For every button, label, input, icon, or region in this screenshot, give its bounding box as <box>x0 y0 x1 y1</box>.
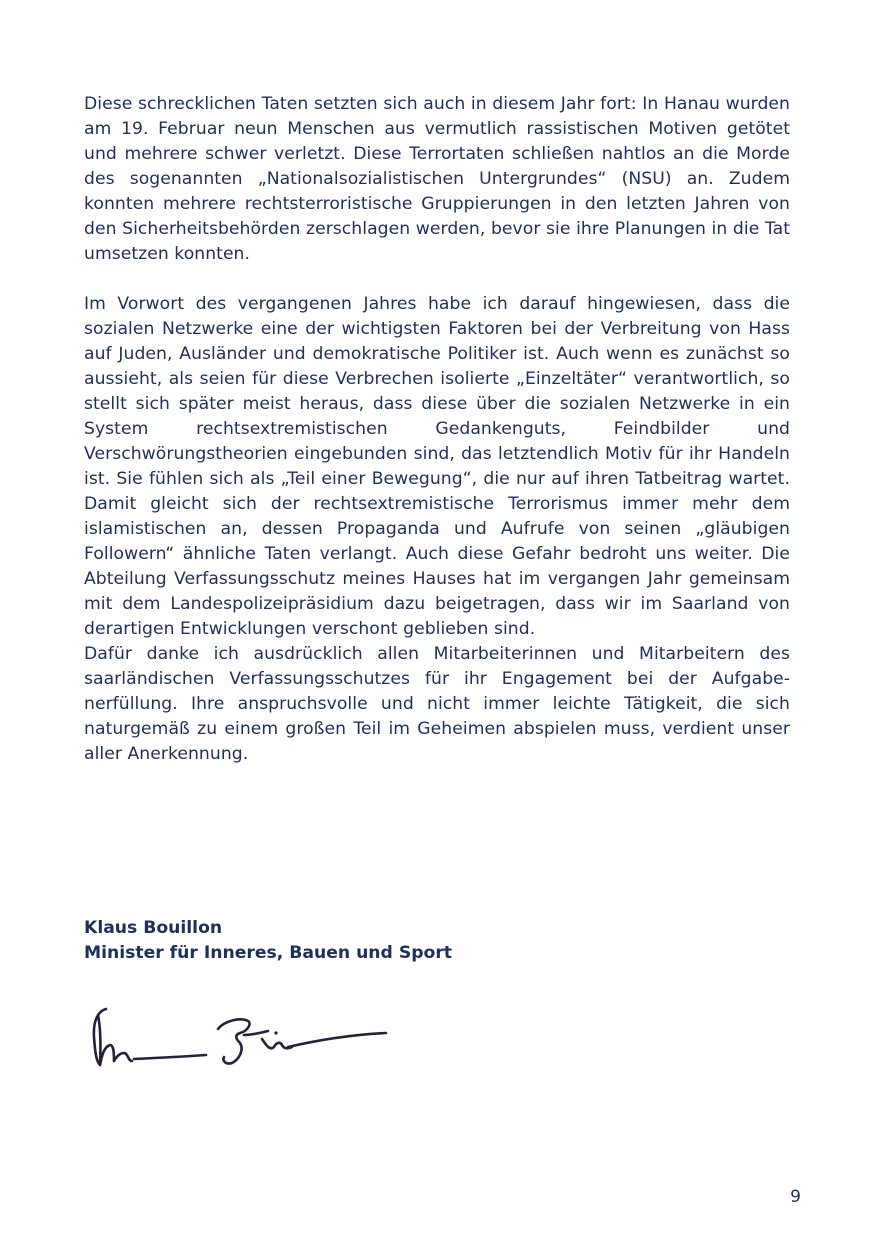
paragraph-thanks: Dafür danke ich ausdrücklich allen Mitarbeiterinnen und Mitarbeitern des saarländischen Verfassungsschutzes für ihr Engagement bei der Aufgabenerfüllung. Ihre anspruchsvolle und nicht immer leichte Tätigkeit, die sich naturgemäß zu einem großen Teil im Geheimen abspielen muss, verdient unser aller Anerkennung. <box>84 644 790 764</box>
signatory-name: Klaus Bouillon <box>84 918 223 938</box>
page-number: 9 <box>790 1187 801 1207</box>
paragraph-hanau: Diese schrecklichen Taten setzten sich auch in diesem Jahr fort: In Hanau wurden am 19. Februar neun Menschen aus vermutlich rassistischen Motiven getötet und mehrere schwer verletzt. Diese Terrortaten schließen nahtlos an die Morde des sogenannten „Nationalsozialistischen Untergrundes“ (NSU) an. Zudem konnten mehrere rechtsterroristische Gruppierungen in den letzten Jahren von den Sicherheitsbehörden zerschlagen werden, bevor sie ihre Planungen in die Tat umsetzen konnten. <box>84 94 790 264</box>
signatory-block <box>84 916 452 966</box>
paragraph-social-networks: Im Vorwort des vergangenen Jahres habe ich darauf hingewiesen, dass die sozialen Netzwerke eine der wichtigsten Faktoren bei der Verbreitung von Hass auf Juden, Ausländer und demokratische Politiker ist. Auch wenn es zunächst so aussieht, als seien für diese Verbrechen isolierte „Einzeltäter“ verantwortlich, so stellt sich später meist heraus, dass diese über die sozialen Netzwerke in ein System rechtsextremistischen Gedankenguts, Feindbilder und Verschwörungstheorien eingebunden sind, das letztendlich Motiv für ihr Handeln ist. Sie fühlen sich als „Teil einer Bewegung“, die nur auf ihren Tatbeitrag wartet. Damit gleicht sich der rechtsextremistische Terrorismus immer mehr dem islamistischen an, dessen Propaganda und Aufrufe von seinen „gläubigen Followern“ ähnliche Taten verlangt. Auch diese Gefahr bedroht uns weiter. Die Abteilung Verfassungsschutz meines Hauses hat im vergangen Jahr gemeinsam mit dem Landespolizeipräsidium dazu beigetragen, dass wir im Saarland von derartigen Entwicklungen verschont geblieben sind. <box>84 294 790 639</box>
foreword-body <box>84 92 790 767</box>
handwritten-signature <box>84 995 394 1075</box>
signatory-title: Minister für Inneres, Bauen und Sport <box>84 943 453 963</box>
